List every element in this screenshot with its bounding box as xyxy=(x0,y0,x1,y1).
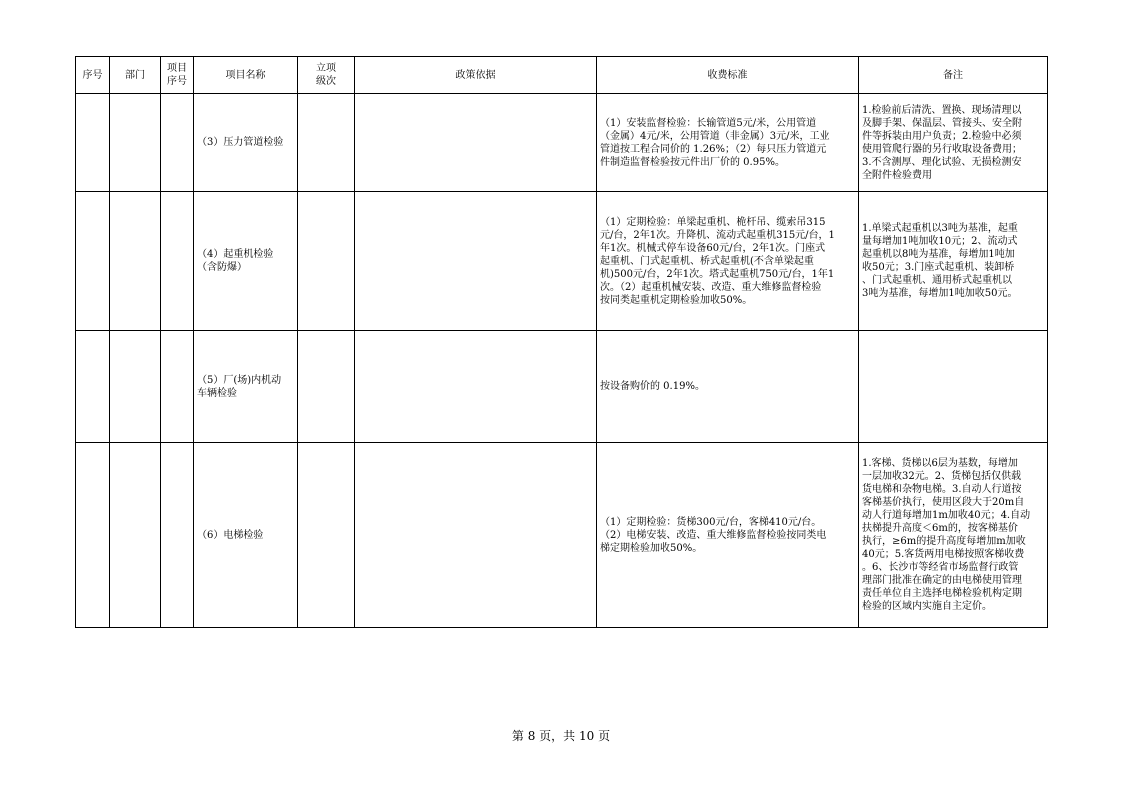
cell-level xyxy=(298,331,355,443)
cell-dept xyxy=(110,94,161,192)
fee-standards-table xyxy=(75,56,1048,628)
cell-item-seq xyxy=(161,443,194,628)
cell-level xyxy=(298,443,355,628)
header-item-name: 项目名称 xyxy=(194,57,298,94)
cell-item-seq xyxy=(161,192,194,331)
cell-item-seq xyxy=(161,94,194,192)
cell-policy xyxy=(355,331,597,443)
cell-policy xyxy=(355,192,597,331)
cell-dept xyxy=(110,331,161,443)
table-row xyxy=(76,331,1048,443)
table-header-row xyxy=(76,57,1048,94)
cell-item-name: （4）起重机检验 （含防爆） xyxy=(194,192,298,331)
cell-item-name: （5）厂(场)内机动 车辆检验 xyxy=(194,331,298,443)
cell-item-name: （3）压力管道检验 xyxy=(194,94,298,192)
cell-dept xyxy=(110,443,161,628)
cell-fee: （1）安装监督检验：长输管道5元/米，公用管道 （金属）4元/米，公用管道（非金属）3元/米，工业 管道按工程合同价的 1.26%；（2）每只压力管道元 件制造监督检验按元件出厂价的 0.95%。 xyxy=(597,94,859,192)
header-seq: 序号 xyxy=(76,57,110,94)
cell-note: 1.客梯、货梯以6层为基数，每增加 一层加收32元。2、货梯包括仅供载 货电梯和杂物电梯。3.自动人行道按 客梯基价执行，使用区段大于20m自 动人行道每增加1m加收40元；4.自动 扶梯提升高度＜6m的，按客梯基价 执行，≥6m的提升高度每增加m加收 40元；5.客货两用电梯按照客梯收费 。6、长沙市等经省市场监督行政管 理部门批准在确定的由电梯使用管理 责任单位自主选择电梯检验机构定期 检验的区域内实施自主定价。 xyxy=(859,443,1048,628)
cell-fee: 按设备购价的 0.19%。 xyxy=(597,331,859,443)
header-dept: 部门 xyxy=(110,57,161,94)
header-note: 备注 xyxy=(859,57,1048,94)
cell-note xyxy=(859,331,1048,443)
cell-level xyxy=(298,94,355,192)
cell-dept xyxy=(110,192,161,331)
cell-seq xyxy=(76,443,110,628)
header-fee: 收费标准 xyxy=(597,57,859,94)
header-level: 立项 级次 xyxy=(298,57,355,94)
header-policy: 政策依据 xyxy=(355,57,597,94)
cell-note: 1.检验前后清洗、置换、现场清理以 及脚手架、保温层、管接头、安全附 件等拆装由用户负责；2.检验中必须 使用管爬行器的另行收取设备费用； 3.不含测厚、理化试验、无损检测安 全附件检验费用 xyxy=(859,94,1048,192)
cell-seq xyxy=(76,331,110,443)
cell-item-seq xyxy=(161,331,194,443)
cell-item-name: （6）电梯检验 xyxy=(194,443,298,628)
cell-fee: （1）定期检验：单梁起重机、桅杆吊、缆索吊315 元/台，2年1次。升降机、流动式起重机315元/台，1 年1次。机械式停车设备60元/台，2年1次。门座式 起重机、门式起重机、桥式起重机(不含单梁起重 机)500元/台，2年1次。塔式起重机750元/台，1年1 次。（2）起重机械安装、改造、重大维修监督检验 按同类起重机定期检验加收50%。 xyxy=(597,192,859,331)
header-item-seq: 项目 序号 xyxy=(161,57,194,94)
table-row xyxy=(76,94,1048,192)
cell-level xyxy=(298,192,355,331)
table-row xyxy=(76,443,1048,628)
cell-fee: （1）定期检验：货梯300元/台，客梯410元/台。 （2）电梯安装、改造、重大维修监督检验按同类电 梯定期检验加收50%。 xyxy=(597,443,859,628)
cell-policy xyxy=(355,94,597,192)
page-footer: 第 8 页，共 10 页 xyxy=(511,729,611,743)
table-row xyxy=(76,192,1048,331)
cell-seq xyxy=(76,192,110,331)
cell-note: 1.单梁式起重机以3吨为基准，起重 量每增加1吨加收10元；2、流动式 起重机以8吨为基准，每增加1吨加 收50元；3.门座式起重机、装卸桥 、门式起重机、通用桥式起重机以 3吨为基准，每增加1吨加收50元。 xyxy=(859,192,1048,331)
cell-policy xyxy=(355,443,597,628)
cell-seq xyxy=(76,94,110,192)
